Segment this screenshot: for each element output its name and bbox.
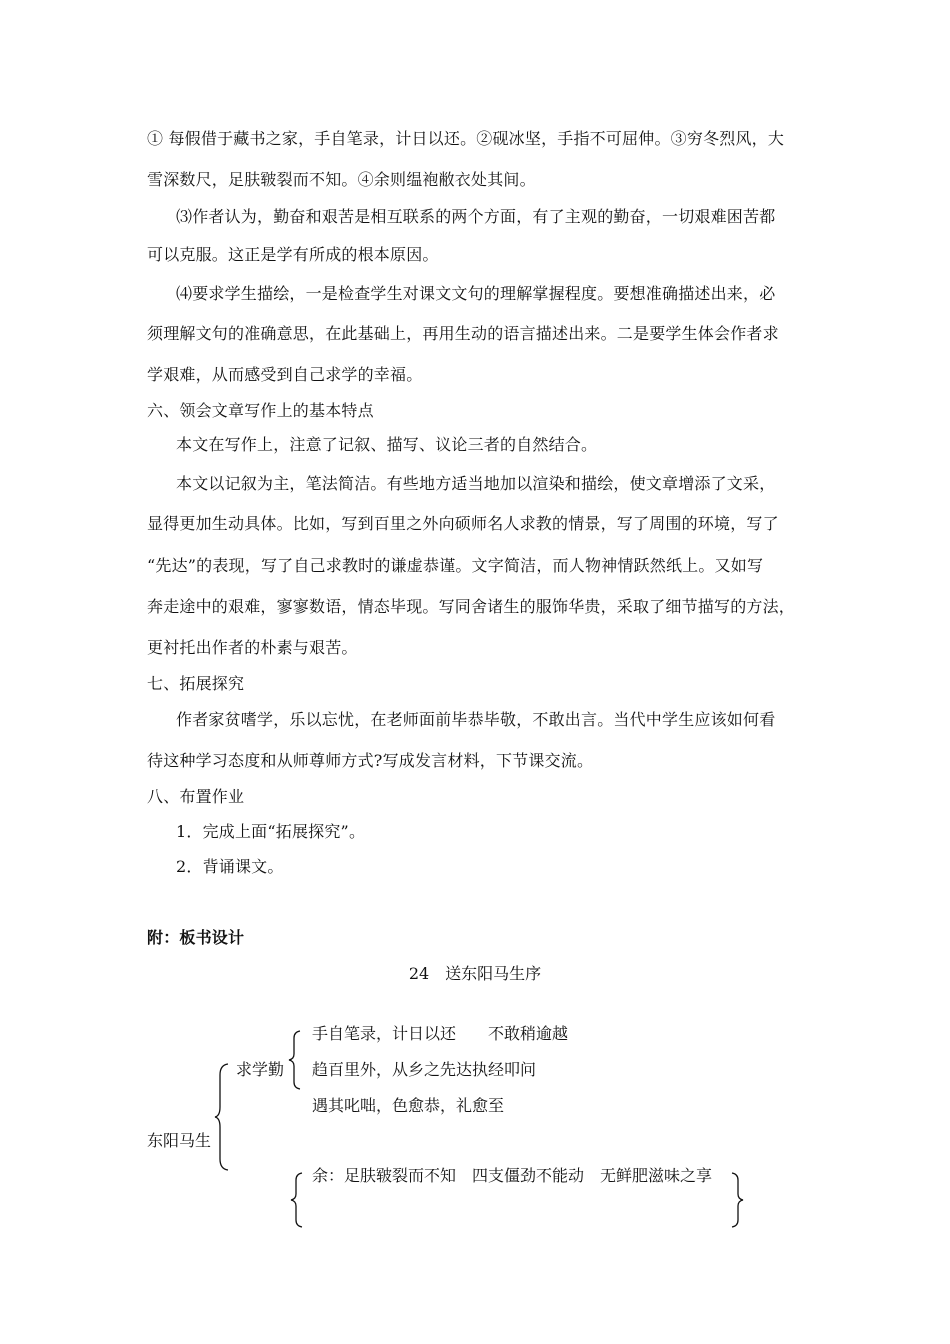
section-heading-8: 八、布置作业 — [147, 787, 245, 806]
section-heading-6: 六、领会文章写作上的基本特点 — [147, 401, 374, 420]
root-brace-icon — [214, 1063, 234, 1171]
body-line: 显得更加生动具体。比如，写到百里之外向硕师名人求教的情景，写了周围的环境，写了 — [147, 514, 779, 533]
board-branch-1-label: 求学勤 — [236, 1060, 285, 1079]
body-line: 待这种学习态度和从师尊师方式?写成发言材料，下节课交流。 — [147, 751, 594, 770]
board-branch-1-item: 趋百里外，从乡之先达执经叩问 — [312, 1060, 537, 1079]
body-line: 奔走途中的艰难，寥寥数语，情态毕现。写同舍诸生的服饰华贵，采取了细节描写的方法， — [147, 597, 796, 616]
body-line: 雪深数尺，足肤皲裂而不知。④余则缊袍敝衣处其间。 — [147, 170, 536, 189]
board-root-label: 东阳马生 — [147, 1131, 212, 1150]
body-line: “先达”的表现，写了自己求教时的谦虚恭谨。文字简洁，而人物神情跃然纸上。又如写 — [147, 556, 764, 575]
body-line: 本文在写作上，注意了记叙、描写、议论三者的自然结合。 — [176, 435, 598, 454]
body-line: ⑶作者认为，勤奋和艰苦是相互联系的两个方面，有了主观的勤奋，一切艰难困苦都 — [176, 207, 776, 226]
body-line: 学艰难，从而感受到自己求学的幸福。 — [147, 365, 423, 384]
body-line: 本文以记叙为主，笔法简洁。有些地方适当地加以渲染和描绘，使文章增添了文采， — [176, 474, 776, 493]
body-line: ① 每假借于藏书之家，手自笔录，计日以还。②砚冰坚，手指不可屈伸。③穷冬烈风，大 — [147, 129, 785, 148]
body-line: 作者家贫嗜学，乐以忘忧，在老师面前毕恭毕敬，不敢出言。当代中学生应该如何看 — [176, 710, 776, 729]
body-line: ⑷要求学生描绘，一是检查学生对课文文句的理解掌握程度。要想准确描述出来，必 — [176, 284, 776, 303]
board-branch-1-item: 手自笔录，计日以还 不敢稍逾越 — [312, 1024, 569, 1043]
appendix-heading: 附：板书设计 — [147, 928, 245, 947]
board-branch-1-item: 遇其叱咄，色愈恭，礼愈至 — [312, 1096, 505, 1115]
body-line: 更衬托出作者的朴素与艰苦。 — [147, 638, 358, 657]
section-heading-7: 七、拓展探究 — [147, 674, 245, 693]
branch-2-left-brace-icon — [290, 1172, 306, 1228]
branch-2-right-brace-icon — [728, 1172, 744, 1228]
board-branch-2-item: 余：足肤皲裂而不知 四支僵劲不能动 无鲜肥滋味之享 — [312, 1166, 713, 1185]
branch-1-brace-icon — [288, 1030, 306, 1090]
homework-item-2: 2．背诵课文。 — [176, 857, 284, 876]
body-line: 可以克服。这正是学有所成的根本原因。 — [147, 245, 439, 264]
board-title: 24 送东阳马生序 — [408, 964, 542, 983]
homework-item-1: 1．完成上面“拓展探究”。 — [176, 822, 366, 841]
body-line: 须理解文句的准确意思，在此基础上，再用生动的语言描述出来。二是要学生体会作者求 — [147, 324, 779, 343]
